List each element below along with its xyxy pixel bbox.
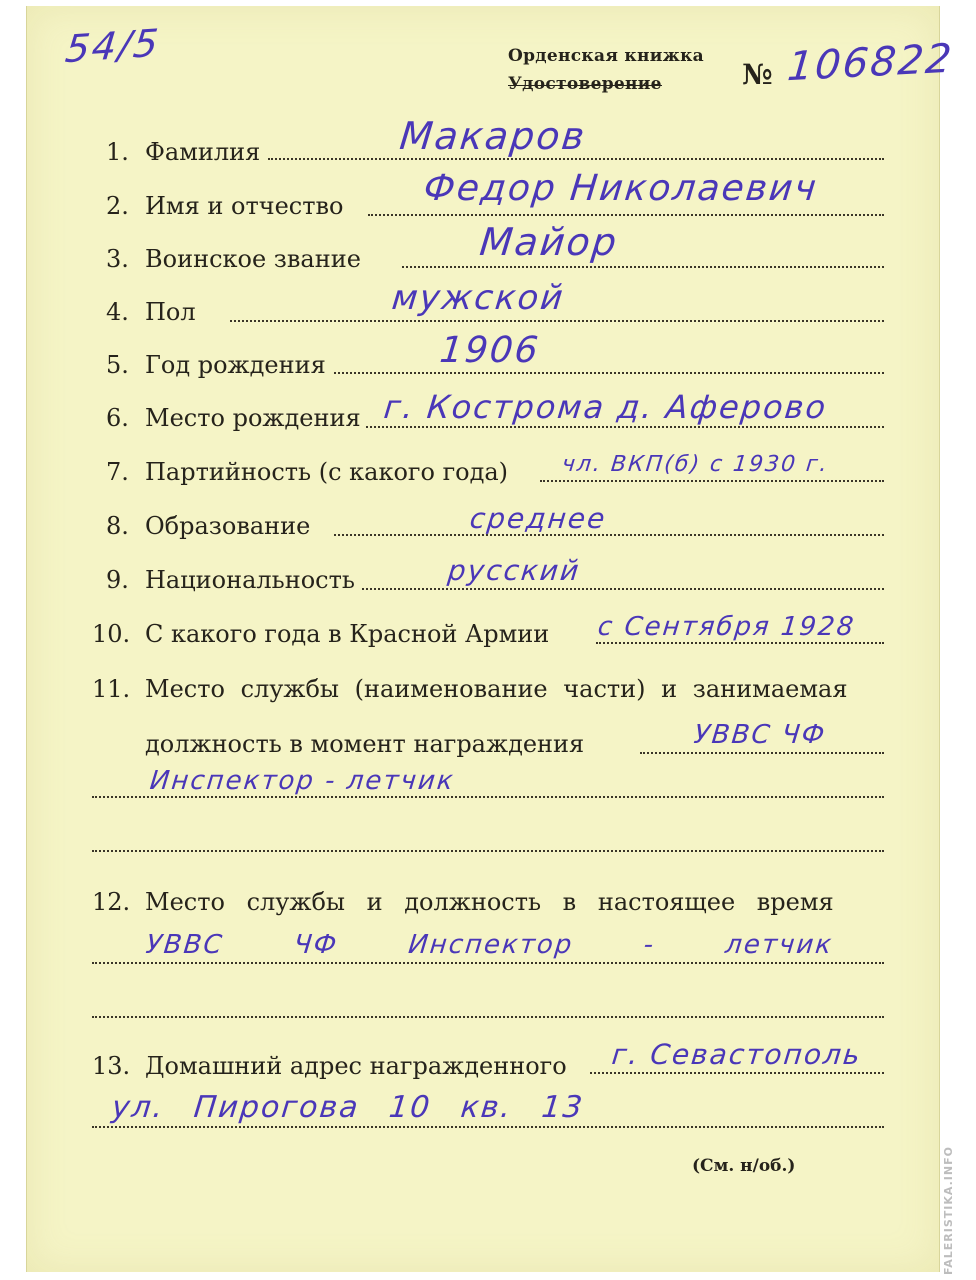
book-number: 106822	[785, 35, 956, 91]
field-11-label-line2: должность в момент награждения	[145, 730, 585, 758]
field-10-number: 10.	[92, 620, 131, 648]
field-11-line1	[640, 752, 884, 754]
field-10-line	[596, 642, 884, 644]
field-1-number: 1.	[106, 138, 129, 166]
header-title-certificate	[508, 74, 662, 94]
field-6-number: 6.	[106, 404, 129, 432]
field-3-number: 3.	[106, 245, 129, 273]
field-11-value-line2: Инспектор - летчик	[148, 766, 457, 796]
field-1-line	[268, 158, 884, 160]
field-12-line1	[92, 962, 884, 964]
field-13-value-line1: г. Севастополь	[610, 1038, 864, 1071]
field-10-value: с Сентября 1928	[596, 612, 857, 642]
field-7-number: 7.	[106, 458, 129, 486]
field-1-label: Фамилия	[145, 138, 261, 166]
field-8-line	[334, 534, 884, 536]
field-13-value-line2: ул. Пирогова 10 кв. 13	[110, 1090, 586, 1125]
field-5-value: 1906	[437, 330, 542, 371]
header-title-order-book: Орденская книжка	[508, 46, 704, 66]
field-5-number: 5.	[106, 351, 129, 379]
field-2-label: Имя и отчество	[145, 192, 344, 220]
field-4-number: 4.	[106, 298, 129, 326]
strikethrough-line	[508, 85, 662, 86]
field-11-line2	[92, 796, 884, 798]
field-9-label: Национальность	[145, 566, 355, 594]
field-13-line1	[590, 1072, 884, 1074]
field-4-label: Пол	[145, 298, 196, 326]
field-5-line	[334, 372, 884, 374]
field-13-number: 13.	[92, 1052, 131, 1080]
field-7-value: чл. ВКП(б) с 1930 г.	[560, 452, 830, 477]
number-sign: №	[742, 58, 773, 91]
field-6-value: г. Кострома д. Аферово	[382, 388, 830, 426]
field-2-line	[368, 214, 884, 216]
field-3-value: Майор	[477, 220, 621, 264]
field-2-value: Федор Николаевич	[421, 168, 820, 209]
field-11-label-line1: Место службы (наименование части) и занимаемая	[145, 675, 848, 703]
field-13-line2	[92, 1126, 884, 1128]
field-3-line	[402, 266, 884, 268]
field-12-number: 12.	[92, 888, 131, 916]
field-4-line	[230, 320, 884, 322]
see-reverse-note: (См. н/об.)	[692, 1156, 796, 1176]
field-9-line	[362, 588, 884, 590]
field-4-value: мужской	[389, 278, 567, 318]
watermark: FALERISTIKA.INFO	[942, 1146, 955, 1275]
field-7-label: Партийность (с какого года)	[145, 458, 509, 486]
field-11-number: 11.	[92, 675, 131, 703]
field-5-label: Год рождения	[145, 351, 326, 379]
field-13-label: Домашний адрес награжденного	[145, 1052, 567, 1080]
field-12-label: Место службы и должность в настоящее время	[145, 888, 834, 916]
field-11-line3	[92, 850, 884, 852]
field-2-number: 2.	[106, 192, 129, 220]
field-3-label: Воинское звание	[145, 245, 361, 273]
field-12-line2	[92, 1016, 884, 1018]
field-7-line	[540, 480, 884, 482]
field-9-value: русский	[446, 554, 583, 587]
field-6-label: Место рождения	[145, 404, 361, 432]
field-10-label: С какого года в Красной Армии	[145, 620, 550, 648]
field-8-number: 8.	[106, 512, 129, 540]
field-6-line	[366, 426, 884, 428]
field-1-value: Макаров	[397, 114, 589, 158]
header-title-certificate-text: Удостоверение	[508, 74, 662, 94]
field-8-value: среднее	[468, 502, 609, 535]
field-8-label: Образование	[145, 512, 311, 540]
field-12-value: УВВС ЧФ Инспектор - летчик	[144, 930, 835, 960]
field-9-number: 9.	[106, 566, 129, 594]
corner-note: 54/5	[63, 20, 163, 72]
field-11-value-line1: УВВС ЧФ	[692, 720, 828, 750]
